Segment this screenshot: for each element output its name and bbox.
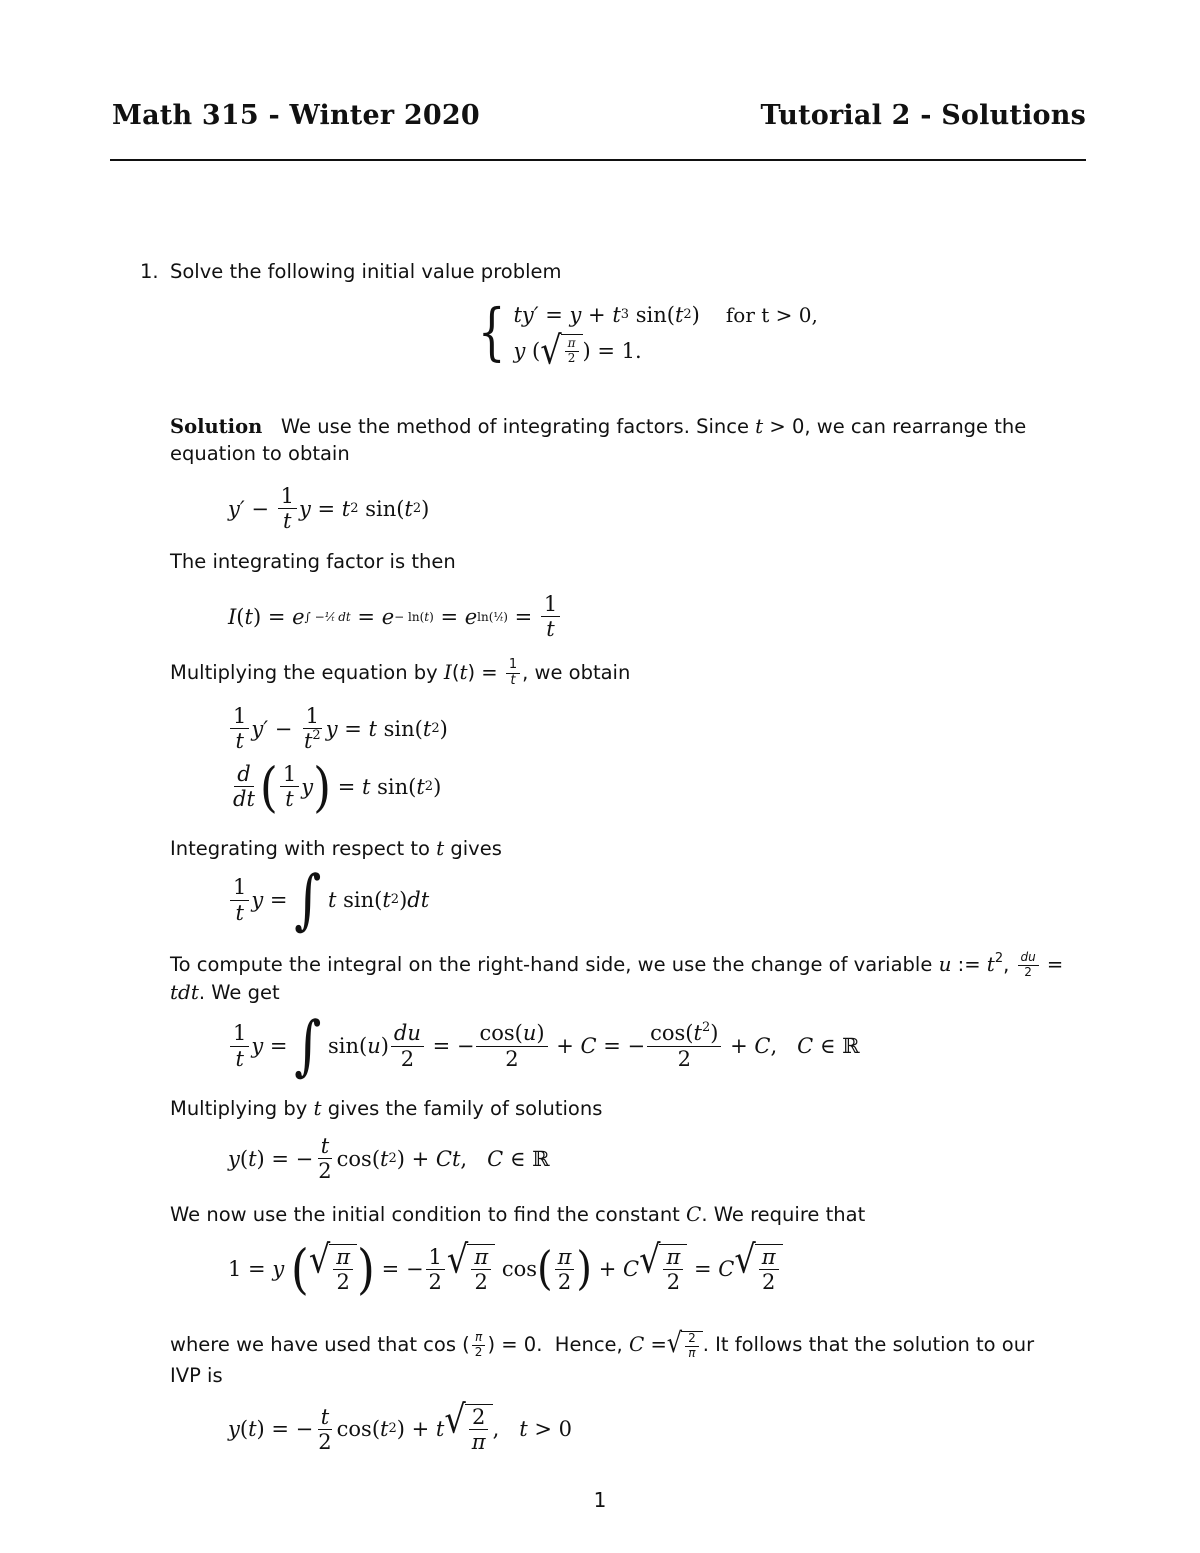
p-initial: We now use the initial condition to find the constant C. We require that (170, 1202, 866, 1226)
p-family: Multiplying by t gives the family of solutions (170, 1096, 603, 1120)
solution-intro-b: , we can rearrange the (804, 415, 1027, 438)
problem-number: 1. (140, 260, 159, 283)
p-family-a: Multiplying by (170, 1097, 308, 1120)
equation-integral: $\frac{1}{t}$ y = ∫ t sin( t 2 ) dt (228, 874, 429, 926)
p-integrating: Integrating with respect to t gives (170, 836, 502, 860)
ivp-condition: for t > 0, (725, 303, 818, 327)
p-multiplying-b: , we obtain (522, 661, 631, 684)
p-where-c: It follows that the solution to our (715, 1333, 1035, 1356)
solution-intro-c: equation to obtain (170, 442, 350, 465)
equation-multiplied: $\frac{1}{t}$ y′ − $\frac{1}{t^2}$ y = t sin( t 2 ) (228, 704, 448, 753)
p-multiplying-a: Multiplying the equation by (170, 661, 438, 684)
p-integrating-a: Integrating with respect to (170, 837, 430, 860)
p-compute: To compute the integral on the right-hand side, we use the change of variable u := $t^2$, $\frac{du}{2}$ = (170, 950, 1064, 979)
solution-label: Solution (170, 415, 263, 438)
equation-derivative-form: $\frac{d}{dt}$ ( $\frac{1}{t}$ y ) = t sin( t 2 ) (233, 755, 442, 818)
p-where: where we have used that cos ( $\frac{\pi}{2}$ ) = 0. Hence, C = √ $\frac{2}{\pi}$ . It follows that the solution to our (170, 1326, 1035, 1360)
p-initial-b: We require that (713, 1203, 866, 1226)
header-right-title: Tutorial 2 - Solutions (760, 100, 1086, 131)
equation-final-solution: y ( t ) = − $\frac{t}{2}$ cos( t 2 ) + t √ $\frac{2}{\pi}$ , t > 0 (228, 1396, 573, 1455)
ivp-system: { ty′ = y + t 3 sin( t 2 ) for t > 0, y ( √ $\frac{\pi}{2}$ ) = 1. (477, 295, 818, 374)
equation-integrating-factor: I ( t ) = e ∫ −¹⁄ₜ dt = e − ln(t) = e ln(¹⁄ₜ) = $\frac{1}{t}$ (228, 592, 562, 641)
equation-rearranged: y′ − $\frac{1}{t}$ y = t 2 sin( t 2 ) (228, 484, 430, 534)
p-family-b: gives the family of solutions (327, 1097, 603, 1120)
page-number: 1 (593, 1488, 607, 1512)
p-multiplying: Multiplying the equation by I(t) = $\frac{1}{t}$ , we obtain (170, 657, 631, 688)
equation-substitution: $\frac{1}{t}$ y = ∫ sin( u ) $\frac{du}{2}$ = − $\frac{\cos(u)}{2}$ + C = − $\frac{\cos(t^2)}{2}$ + C , C ∈ ℝ (228, 1020, 860, 1072)
problem-statement: Solve the following initial value problem (170, 260, 562, 283)
p-compute-b: We get (211, 981, 280, 1004)
p-initial-a: We now use the initial condition to find the constant (170, 1203, 680, 1226)
p-integrating-b: gives (450, 837, 502, 860)
p-where-b: Hence, (554, 1333, 623, 1356)
equation-family: y ( t ) = − $\frac{t}{2}$ cos( t 2 ) + Ct , C ∈ ℝ (228, 1134, 550, 1184)
p-compute-a: To compute the integral on the right-hand side, we use the change of variable (170, 953, 933, 976)
p-where-a: where we have used that (170, 1333, 417, 1356)
equation-initial-condition: 1 = y ( √ $\frac{\pi}{2}$ ) = − $\frac{1}{2}$ √ $\frac{\pi}{2}$ cos ( $\frac{\pi}{2}$ ) + C √ $\frac{\pi}{2}$ = C √ $\frac{\pi}{2}$ (228, 1244, 783, 1294)
p-integrating-factor: The integrating factor is then (170, 550, 456, 573)
header-rule (110, 159, 1086, 161)
left-brace: { (477, 295, 506, 368)
solution-intro-a: We use the method of integrating factors. Since (280, 415, 749, 438)
solution-intro: Solution We use the method of integrating factors. Since t > 0, we can rearrange the (170, 414, 1027, 438)
p-where-d: IVP is (170, 1364, 223, 1387)
p-compute-line2: tdt. We get (170, 980, 280, 1004)
header-left-course: Math 315 - Winter 2020 (112, 100, 480, 131)
